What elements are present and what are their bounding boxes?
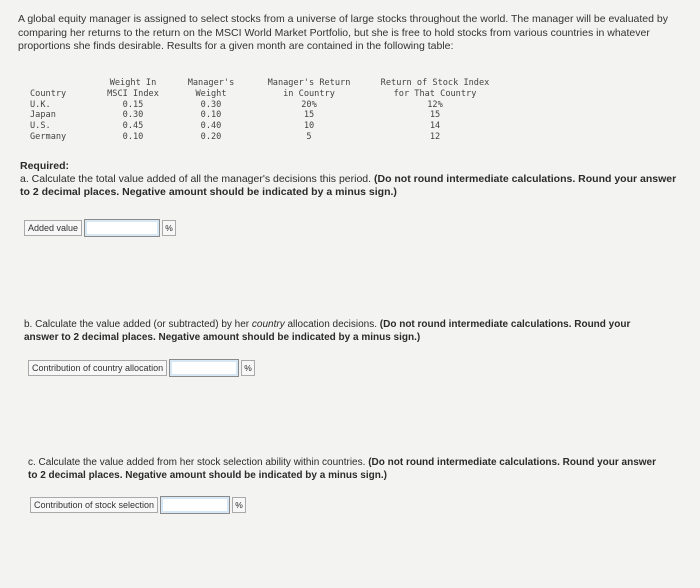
part-c-instructions: [28, 456, 668, 482]
part-b-rounding-note: (Do not round intermediate calculations. Round your answer to 2 decimal places. Negative amount should be indicated by a minus sign.): [24, 319, 631, 343]
percent-unit: %: [162, 220, 176, 236]
part-b-text: b. Calculate the value added (or subtracted) by her: [24, 319, 250, 330]
problem-intro: A global equity manager is assigned to select stocks from a universe of large stocks throughout the world. The manager will be evaluated by comparing her returns to the return on the MSCI World Market Portfolio, but she is free to hold stocks from various countries in whatever proportions she finds desirable. Results for a given month are contained in the following table:: [18, 13, 668, 52]
country-allocation-input[interactable]: [169, 359, 239, 377]
part-a-rounding-note: (Do not round intermediate calculations. Round your answer to 2 decimal places. Negative amount should be indicated by a minus sign.): [20, 173, 677, 198]
table-row: U.K. 0.15 0.30 20% 12%: [30, 99, 443, 110]
percent-unit: %: [232, 497, 246, 513]
part-b-text-post: allocation decisions.: [287, 319, 377, 330]
added-value-row: [24, 219, 176, 237]
added-value-label: Added value: [24, 220, 82, 236]
percent-unit: %: [241, 360, 255, 376]
header-country: Country: [30, 88, 67, 99]
table-header-row: [30, 78, 500, 100]
table-row: U.S. 0.45 0.40 10 14: [30, 121, 441, 132]
part-b-italic: country: [251, 319, 285, 330]
stock-selection-row: [30, 496, 246, 514]
table-row: Japan 0.30 0.10 15 15: [30, 110, 441, 121]
part-c-text: c. Calculate the value added from her stock selection ability within countries.: [28, 457, 366, 468]
stock-selection-input[interactable]: [160, 496, 230, 514]
header-manager-weight: Manager's Weight: [187, 78, 235, 99]
header-index-return: Return of Stock Index for That Country: [380, 78, 490, 99]
part-c-rounding-note: (Do not round intermediate calculations. Round your answer to 2 decimal places. Negative amount should be indicated by a minus sign.): [28, 457, 656, 481]
country-allocation-row: [28, 359, 255, 377]
results-table: [30, 78, 500, 143]
added-value-input[interactable]: [84, 219, 160, 237]
country-allocation-label: Contribution of country allocation: [28, 360, 167, 376]
part-a-text: a. Calculate the total value added of all the manager's decisions this period.: [20, 173, 372, 185]
part-a-instructions: [20, 173, 680, 199]
header-manager-return: Manager's Return in Country: [267, 78, 351, 99]
required-heading: Required:: [20, 160, 70, 172]
header-msci-weight: Weight In MSCI Index: [107, 78, 159, 99]
table-row: Germany 0.10 0.20 5 12: [30, 131, 441, 142]
required-section: [20, 160, 680, 199]
stock-selection-label: Contribution of stock selection: [30, 497, 158, 513]
part-b-instructions: [24, 318, 664, 344]
